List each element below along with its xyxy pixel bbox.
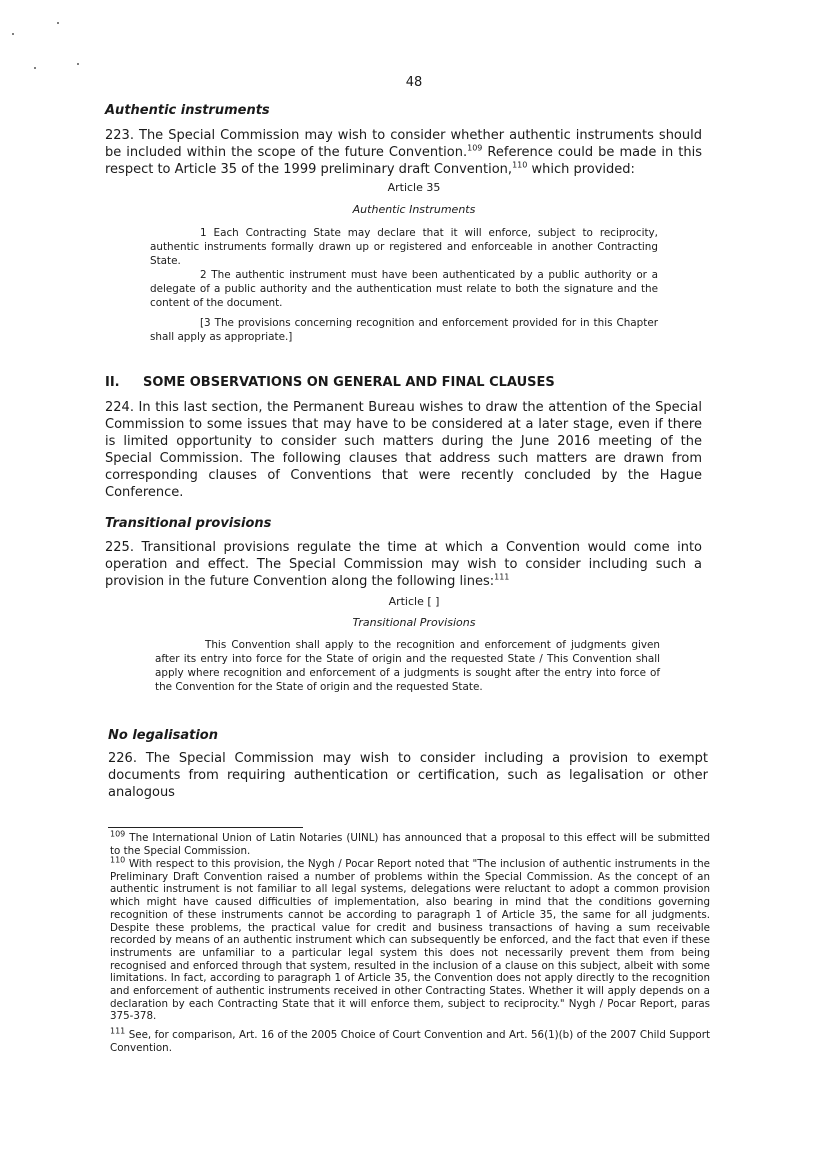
quote-item-text: 1 Each Contracting State may declare that it will enforce, subject to reciprocity, authentic instruments formally drawn up or registered and enforceable in another Contracting State. [150,227,658,267]
paragraph-text: The Special Commission may wish to consider including a provision to exempt documents from requiring authentication or certification, such as legalisation or other analogous [108,751,708,800]
scan-speck [12,33,14,35]
footnote-ref: 111 [494,572,510,582]
footnote [110,1026,710,1054]
section-number: II. [105,375,120,390]
quote-item [155,638,660,694]
paragraph-223 [105,127,702,178]
footnote-number: 110 [110,855,126,865]
footnote-text: With respect to this provision, the Nygh / Pocar Report noted that "The inclusion of authentic instruments in the Preliminary Draft Convention raised a number of problems within the Special Commission. As the concept of an authentic instrument is not familiar to all legal systems, delegations were reluctant to adopt a common provision which might have caused difficulties of implementation, also bearing in mind that the conditions governing recognition of these instruments cannot be according to paragraph 1 of Article 35, the same for all judgments. Despite these problems, the practical value for credit and business transactions of having a sum receivable recorded by means of an authentic instrument which can subsequently be enforced, and the fact that even if these instruments are unfamiliar to a particular legal system this does not necessarily prevent them from being recognised and enforced through that system, resulted in the inclusion of a clause on this subject, albeit with some limitations. In fact, according to paragraph 1 of Article 35, the Convention does not apply directly to the recognition and enforcement of authentic instruments received in other Contracting States. Whether it will apply depends on a declaration by each Contracting State that it will enforce them, subject to reciprocity." Nygh / Pocar Report, paras 375-378. [110,858,710,1023]
quote-item [150,268,658,310]
footnote-text: The International Union of Latin Notaries (UINL) has announced that a proposal to this effect will be submitted to the Special Commission. [110,832,710,857]
scan-speck [34,67,36,69]
footnote [110,829,710,857]
footnote [110,855,710,1023]
footnote-separator [108,827,303,828]
paragraph-text: In this last section, the Permanent Bureau wishes to draw the attention of the Special Commission to some issues that may have to be considered at a later stage, even if there is limited opportunity to consider such matters during the June 2016 meeting of the Special Commission. The following clauses that address such matters are drawn from corresponding clauses of Conventions that were recently concluded by the Hague Conference. [105,400,702,500]
quote-subtitle: Transitional Provisions [352,616,476,629]
footnote-text: See, for comparison, Art. 16 of the 2005 Choice of Court Convention and Art. 56(1)(b) of the 2007 Child Support Convention. [110,1029,710,1054]
paragraph-226 [108,750,708,801]
paragraph-number: 224. [105,400,134,415]
quote-subtitle: Authentic Instruments [352,203,476,216]
quote-item-text: [3 The provisions concerning recognition and enforcement provided for in this Chapter shall apply as appropriate.] [150,317,658,343]
scan-speck [77,63,79,65]
quote-item-text: This Convention shall apply to the recognition and enforcement of judgments given after its entry into force for the State of origin and the requested State / This Convention shall apply where recognition and enforcement of a judgments is sought after the entry into force of the Convention for the State of origin and the requested State. [155,639,660,693]
paragraph-text: Transitional provisions regulate the time at which a Convention would come into operation and effect. The Special Commission may wish to consider including such a provision in the future Convention along the following lines: [105,540,703,589]
footnote-number: 109 [110,829,126,839]
section-heading [105,375,555,390]
scan-speck [57,22,59,24]
quote-title: Article 35 [387,181,441,194]
quote-title: Article [ ] [388,595,440,608]
page-number: 48 [405,75,423,90]
footnote-ref: 110 [512,160,528,170]
quote-item [150,316,658,344]
heading-no-legalisation: No legalisation [108,728,218,743]
footnote-ref: 109 [467,143,483,153]
paragraph-number: 226. [108,751,137,766]
section-title: SOME OBSERVATIONS ON GENERAL AND FINAL CLAUSES [143,375,555,390]
paragraph-text: which provided: [527,162,635,177]
paragraph-text: The Special Commission may wish to consider whether authentic instruments should be included within the scope of the future Convention. [105,128,702,160]
paragraph-225 [105,539,702,590]
paragraph-text: Reference could be made in this respect to Article 35 of the 1999 preliminary draft Convention, [105,145,702,177]
footnote-number: 111 [110,1026,126,1036]
quote-item-text: 2 The authentic instrument must have been authenticated by a public authority or a delegate of a public authority and the authentication must relate to both the signature and the content of the document. [150,269,658,309]
heading-transitional-provisions: Transitional provisions [105,516,272,531]
quote-item [150,226,658,268]
paragraph-224 [105,399,702,501]
heading-authentic-instruments: Authentic instruments [105,103,270,118]
paragraph-number: 223. [105,128,134,143]
paragraph-number: 225. [105,540,134,555]
